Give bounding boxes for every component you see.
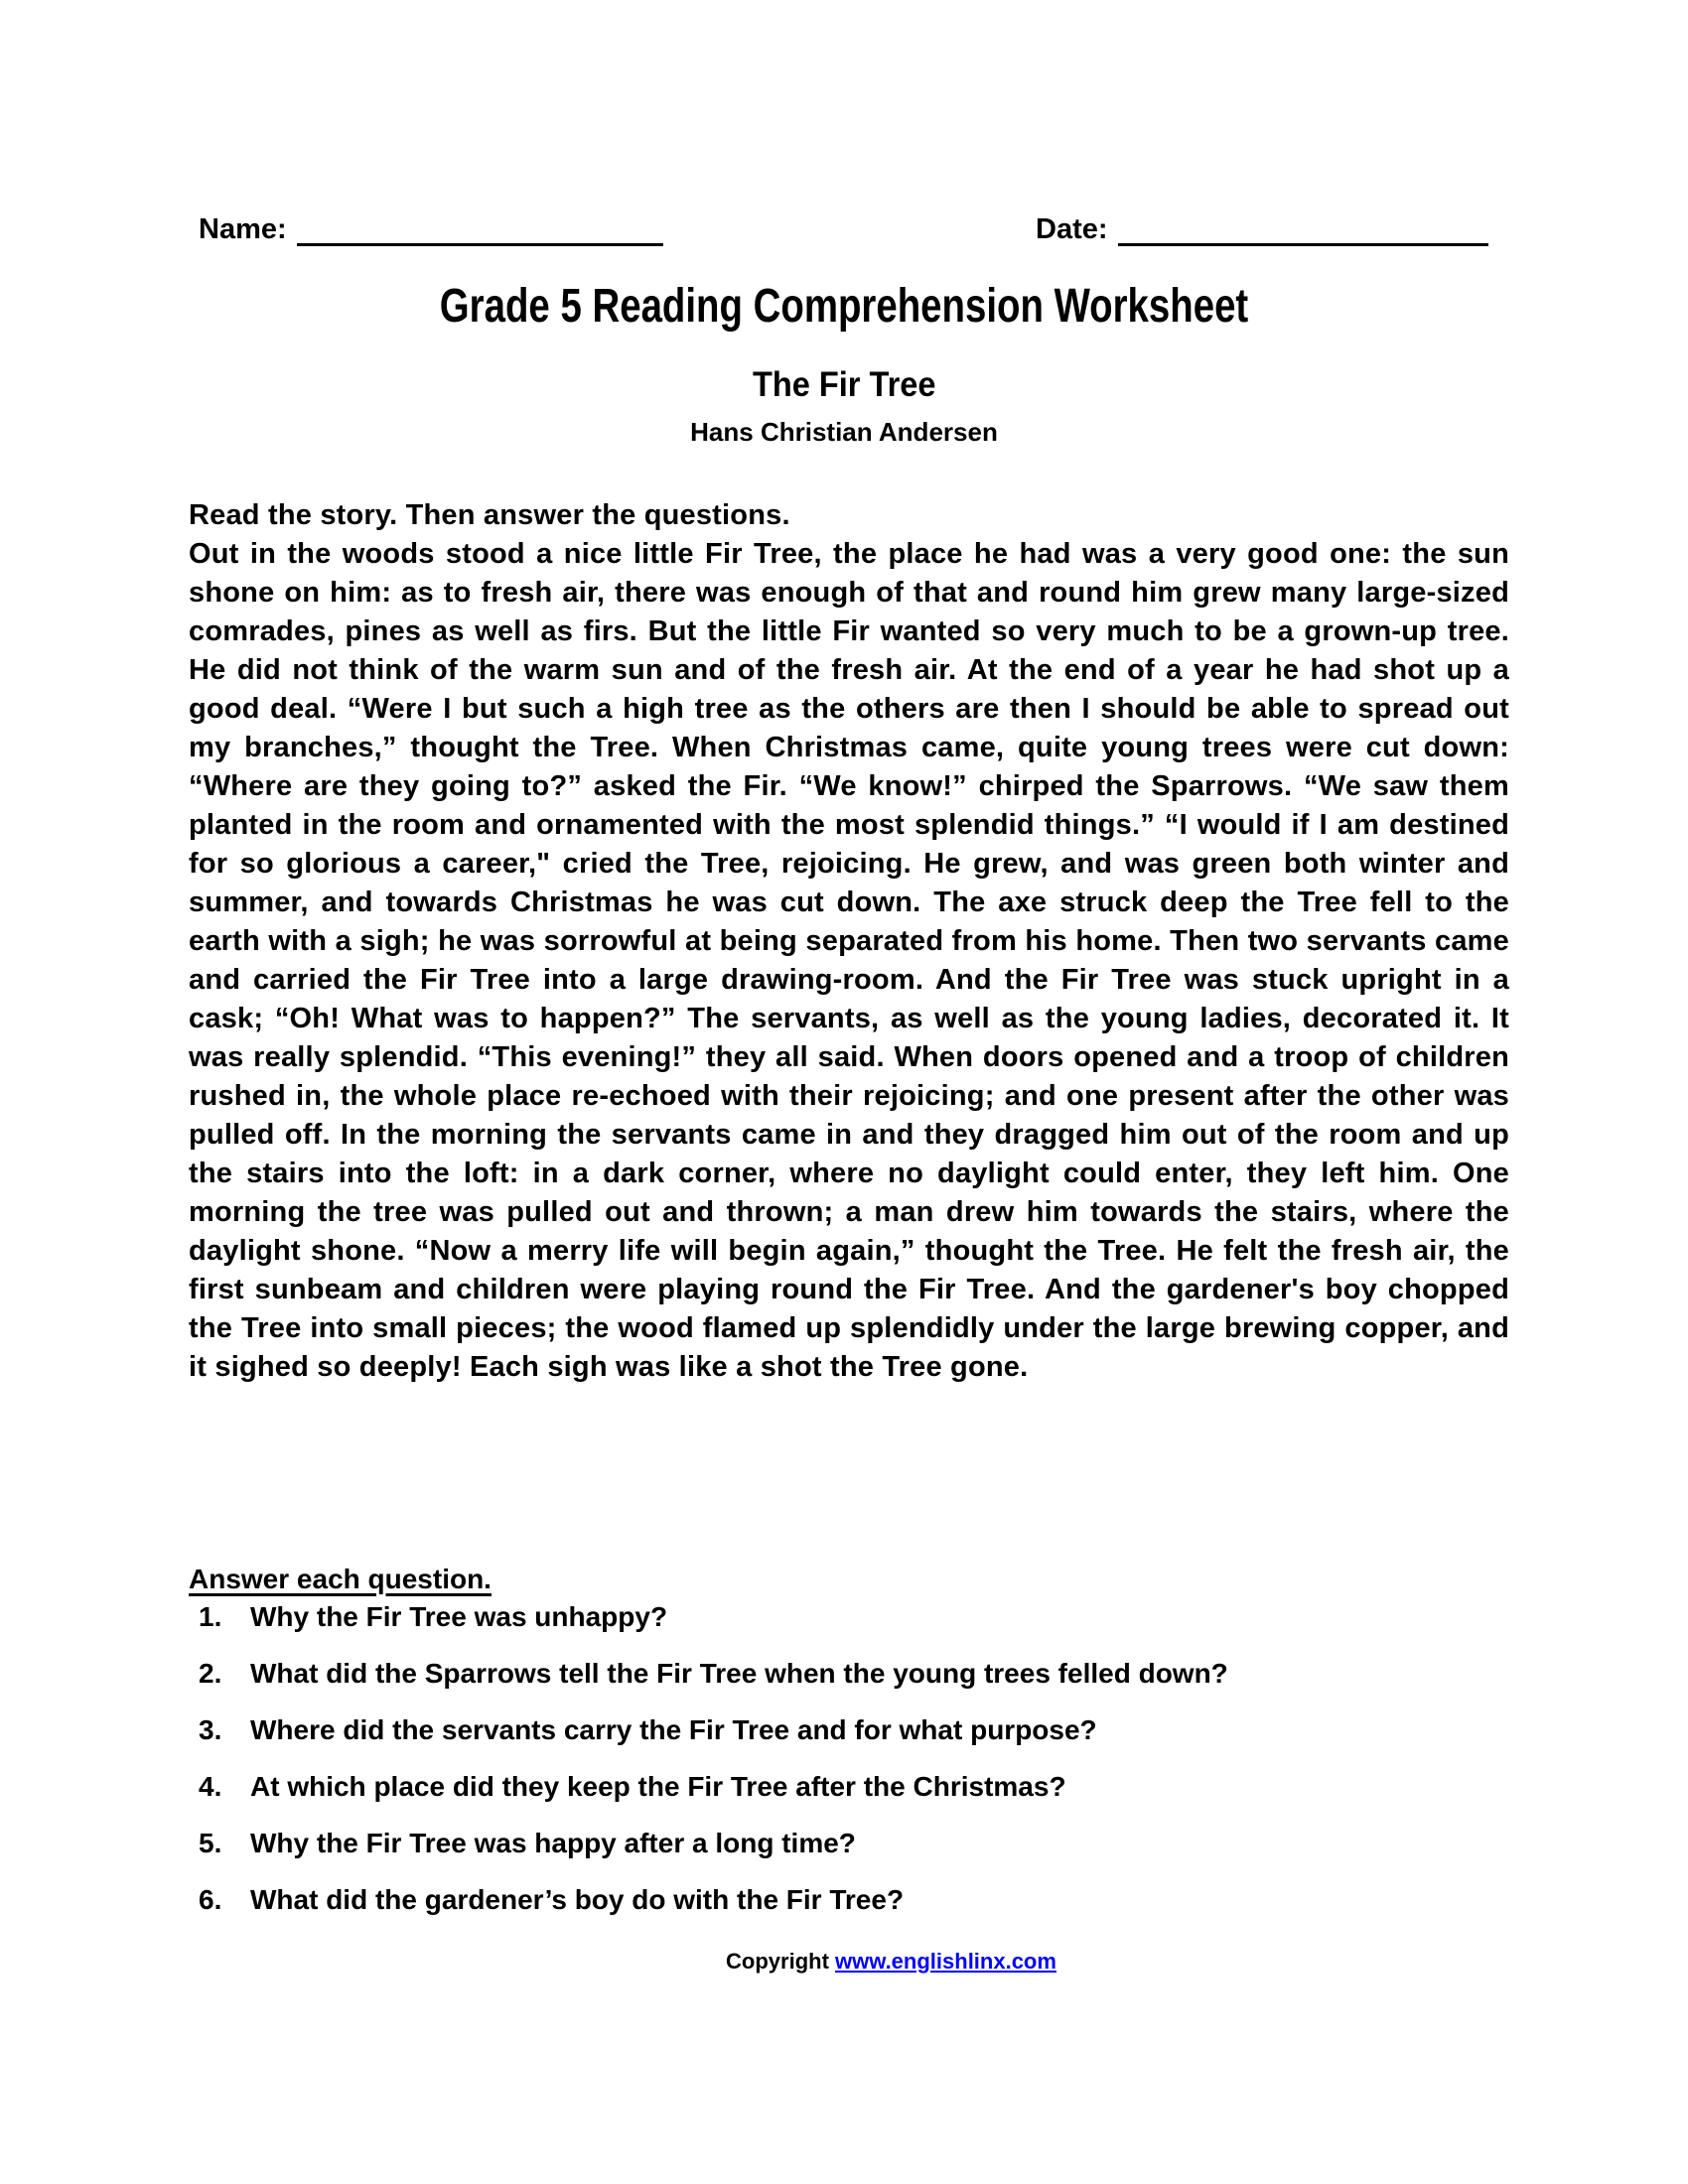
question-row-5	[189, 1825, 1509, 1862]
story-text: Out in the woods stood a nice little Fir Tree, the place he had was a very good one: the sun shone on him: as to fresh air, there was enough of that and round him grew many large-sized comrades, pines as well as firs. But the little Fir wanted so very much to be a grown-up tree. He did not think of the warm sun and of the fresh air. At the end of a year he had shot up a good deal. “Were I but such a high tree as the others are then I should be able to spread out my branches,” thought the Tree. When Christmas came, quite young trees were cut down: “Where are they going to?” asked the Fir. “We know!” chirped the Sparrows. “We saw them planted in the room and ornamented with the most splendid things.” “I would if I am destined for so glorious a career," cried the Tree, rejoicing. He grew, and was green both winter and summer, and towards Christmas he was cut down. The axe struck deep the Tree fell to the earth with a sigh; he was sorrowful at being separated from his home. Then two servants came and carried the Fir Tree into a large drawing-room. And the Fir Tree was stuck upright in a cask; “Oh! What was to happen?” The servants, as well as the young ladies, decorated it. It was really splendid. “This evening!” they all said. When doors opened and a troop of children rushed in, the whole place re-echoed with their rejoicing; and one present after the other was pulled off. In the morning the servants came in and they dragged him out of the room and up the stairs into the loft: in a dark corner, where no daylight could enter, they left him. One morning the tree was pulled out and thrown; a man drew him towards the stairs, where the daylight shone. “Now a merry life will begin again,” thought the Tree. He felt the fresh air, the first sunbeam and children were playing round the Fir Tree. And the gardener's boy chopped the Tree into small pieces; the wood flamed up splendidly under the large brewing copper, and it sighed so deeply! Each sigh was like a shot the Tree gone.	[189, 538, 1509, 1383]
worksheet-title-text: Grade 5 Reading Comprehension Worksheet	[439, 280, 1249, 333]
question-number: 3.	[199, 1714, 222, 1745]
story-instruction: Read the story. Then answer the questions.	[189, 499, 790, 531]
worksheet-title	[0, 281, 1688, 333]
name-label: Name:	[199, 213, 287, 245]
question-text: Why the Fir Tree was unhappy?	[250, 1601, 668, 1632]
question-number: 1.	[199, 1601, 222, 1632]
date-field	[1036, 208, 1488, 246]
questions-heading: Answer each question.	[189, 1564, 492, 1594]
passage-title	[0, 365, 1688, 405]
date-label: Date:	[1036, 213, 1108, 245]
question-row-2	[189, 1655, 1509, 1693]
copyright-label: Copyright	[726, 1949, 836, 1974]
question-text: Why the Fir Tree was happy after a long time?	[250, 1828, 856, 1858]
question-text: At which place did they keep the Fir Tree after the Christmas?	[250, 1771, 1066, 1802]
question-row-6	[189, 1881, 1509, 1919]
question-number: 4.	[199, 1771, 222, 1802]
question-text: Where did the servants carry the Fir Tree and for what purpose?	[250, 1714, 1097, 1745]
passage-title-text: The Fir Tree	[752, 365, 936, 404]
question-number: 5.	[199, 1828, 222, 1858]
question-row-4	[189, 1768, 1509, 1806]
name-field	[199, 208, 663, 246]
question-number: 2.	[199, 1658, 222, 1689]
question-text: What did the Sparrows tell the Fir Tree when the young trees felled down?	[250, 1658, 1228, 1689]
passage-author: Hans Christian Andersen	[690, 417, 998, 447]
header-row	[0, 208, 1688, 248]
name-blank-line	[297, 209, 663, 246]
question-row-1	[189, 1598, 1509, 1636]
date-blank-line	[1118, 209, 1488, 246]
questions-block	[189, 1561, 1509, 1938]
question-text: What did the gardener’s boy do with the Fir Tree?	[250, 1884, 905, 1915]
question-row-3	[189, 1711, 1509, 1749]
copyright-link[interactable]: www.englishlinx.com	[835, 1949, 1056, 1974]
story-block	[189, 496, 1509, 1387]
copyright-row	[0, 1948, 1688, 1976]
question-number: 6.	[199, 1884, 222, 1915]
